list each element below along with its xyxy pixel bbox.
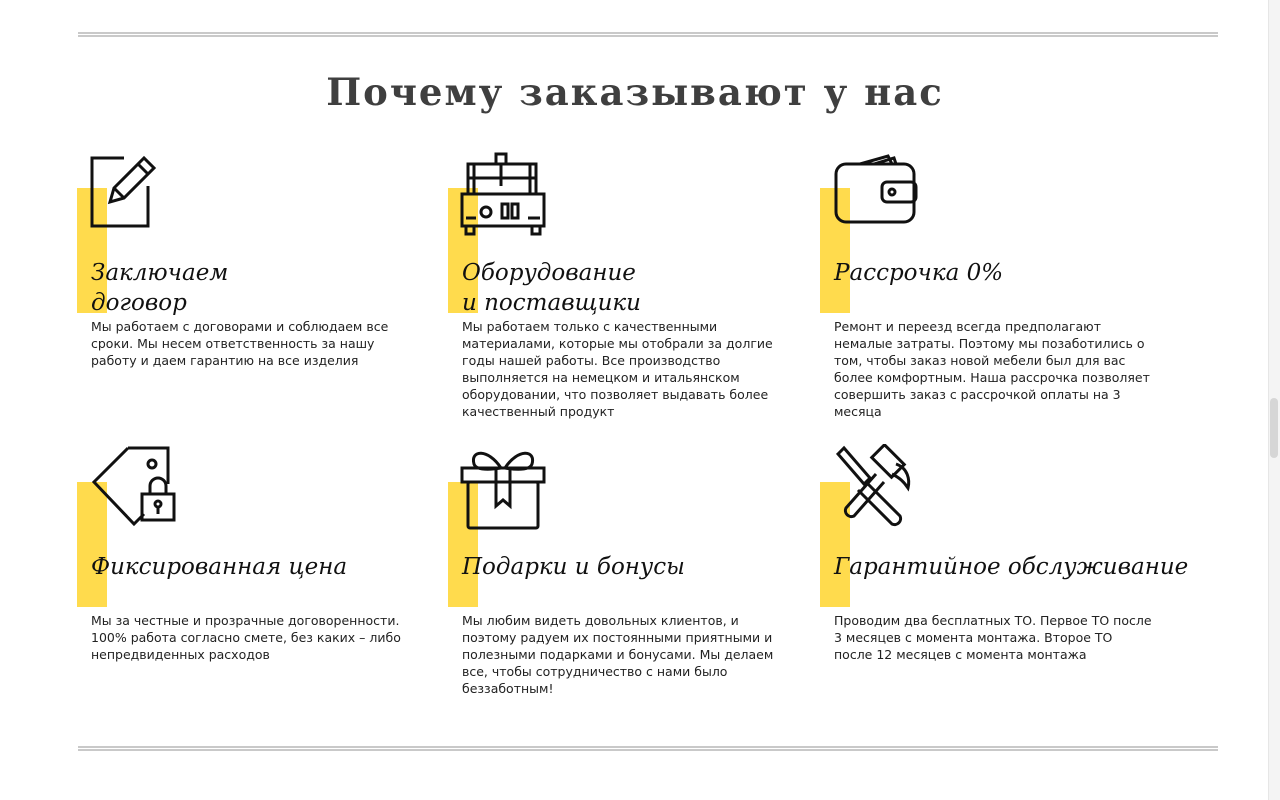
cnc-machine-icon <box>458 150 548 240</box>
feature-desc-warranty: Проводим два бесплатных ТО. Первое ТО после 3 месяцев с момента монтажа. Второе ТО после 12 месяцев с момента монтажа <box>834 613 1152 662</box>
feature-title-contract <box>91 258 228 318</box>
bottom-divider <box>78 746 1218 751</box>
feature-desc-contract: Мы работаем с договорами и соблюдаем все сроки. Мы несем ответственность за нашу работу и даем гарантию на все изделия <box>91 319 389 368</box>
price-tag-lock-icon <box>88 444 178 534</box>
feature-title-fixed-price: Фиксированная цена <box>91 554 348 580</box>
feature-title-gifts: Подарки и бонусы <box>462 554 685 580</box>
vertical-scrollbar[interactable] <box>1268 0 1280 800</box>
feature-title-line: договор <box>91 290 187 316</box>
feature-title-line: Заключаем <box>91 260 229 286</box>
feature-title-line: и поставщики <box>462 290 641 316</box>
feature-desc-installment: Ремонт и переезд всегда предполагают немалые затраты. Поэтому мы позаботились о том, чтобы заказ новой мебели был для вас более комфортным. Наша рассрочка позволяет совершить заказ с рассрочкой оплаты на 3 месяца <box>834 319 1150 419</box>
feature-title-equipment <box>462 258 641 318</box>
feature-title-line: Оборудование <box>462 260 636 286</box>
feature-desc-fixed-price: Мы за честные и прозрачные договоренности. 100% работа согласно смете, без каких – либо непредвиденных расходов <box>91 613 401 662</box>
gift-icon <box>458 444 548 534</box>
feature-desc-equipment: Мы работаем только с качественными материалами, которые мы отобрали за долгие годы нашей работы. Все производство выполняется на немецком и итальянском оборудовании, что позволяет выдавать более качественный продукт <box>462 319 773 419</box>
scrollbar-thumb[interactable] <box>1270 398 1278 458</box>
section-title: Почему заказывают у нас <box>326 70 944 114</box>
feature-title-warranty: Гарантийное обслуживание <box>834 554 1189 580</box>
feature-title-installment: Рассрочка 0% <box>834 260 1004 286</box>
feature-desc-gifts: Мы любим видеть довольных клиентов, и поэтому радуем их постоянными приятными и полезными подарками и бонусами. Мы делаем все, чтобы сотрудничество с нами было беззаботным! <box>462 613 774 696</box>
tools-icon <box>830 444 920 534</box>
top-divider <box>78 32 1218 37</box>
edit-document-icon <box>84 150 174 240</box>
wallet-icon <box>830 150 920 240</box>
